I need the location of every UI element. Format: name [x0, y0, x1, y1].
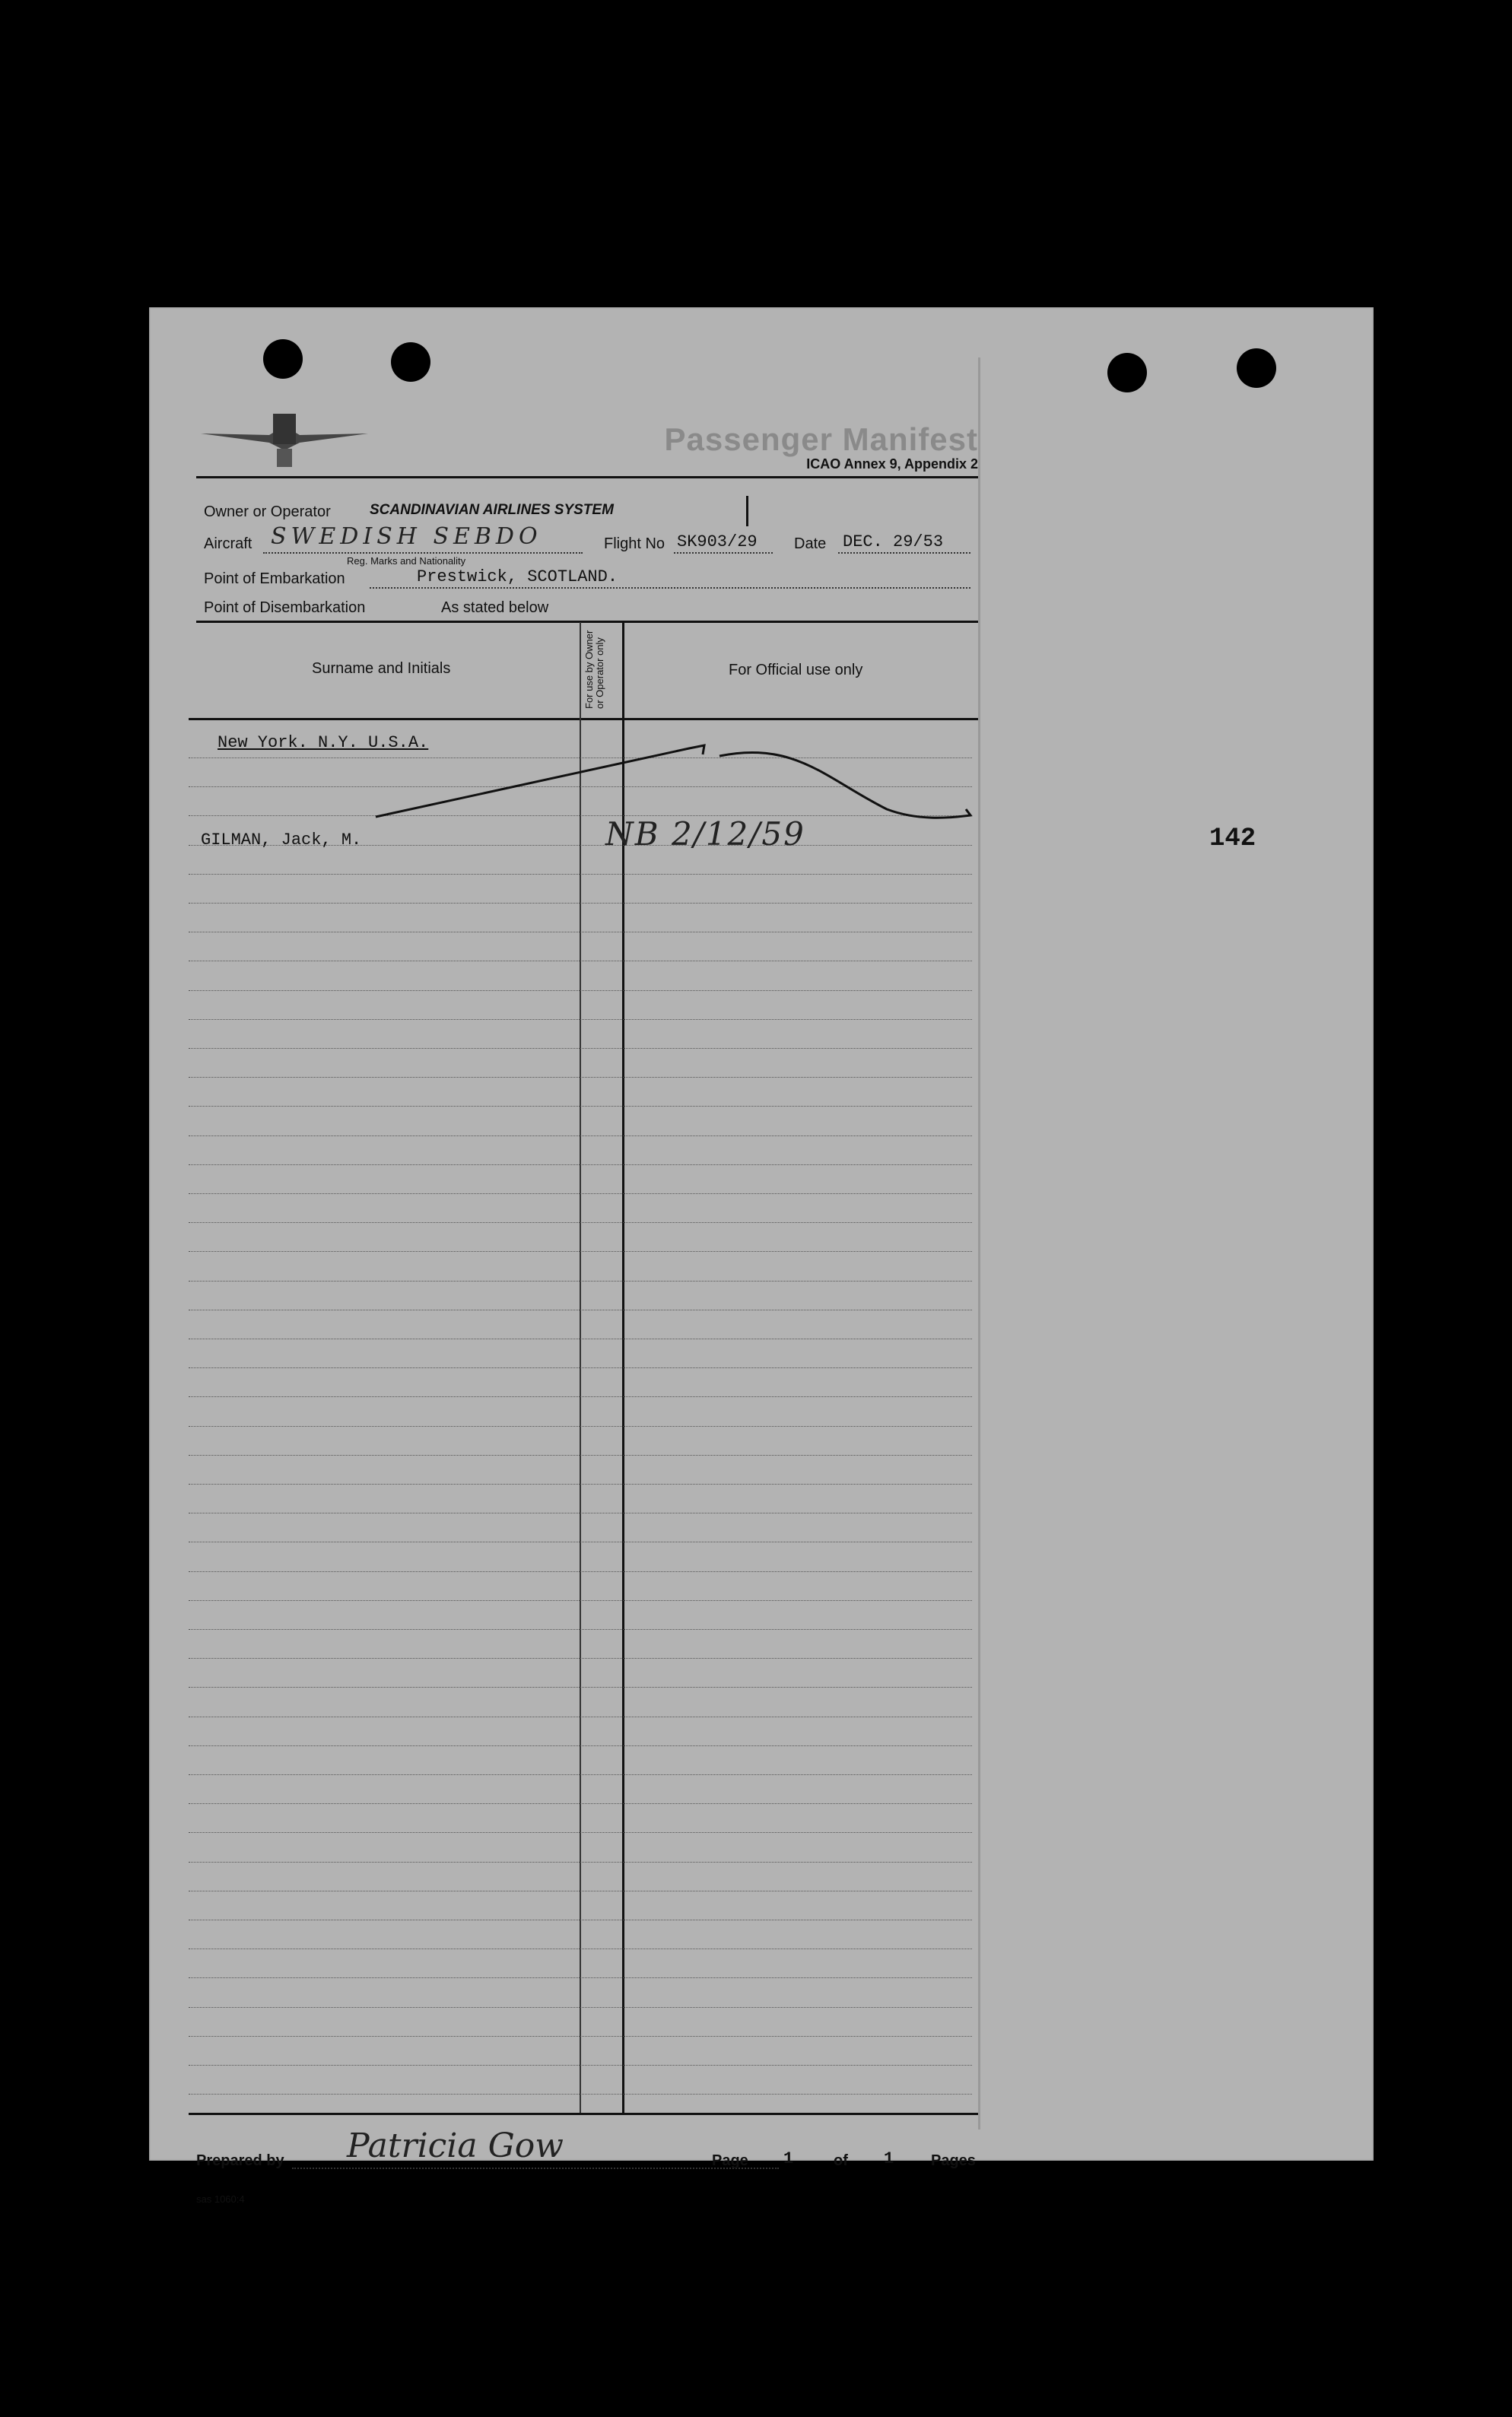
row-rule — [189, 1862, 972, 1863]
prepared-slot — [292, 2168, 779, 2169]
passenger-entry: GILMAN, Jack, M. — [201, 831, 362, 850]
aircraft-value: SWEDISH SEBDO — [271, 523, 542, 550]
owner-mark — [746, 496, 748, 526]
page-label: Page — [712, 2152, 748, 2169]
row-rule — [189, 874, 972, 875]
row-rule — [189, 2007, 972, 2008]
official-note: NB 2/12/59 — [605, 815, 805, 853]
row-rule — [189, 1077, 972, 1078]
aircraft-label: Aircraft — [204, 535, 253, 552]
owner-value: SCANDINAVIAN AIRLINES SYSTEM — [370, 502, 614, 518]
row-rule — [189, 1367, 972, 1368]
row-rule — [189, 1193, 972, 1194]
row-rule — [189, 1745, 972, 1746]
flight-label: Flight No — [604, 535, 665, 552]
disembark-value: As stated below — [441, 599, 549, 616]
stamp-number: 142 — [1209, 824, 1256, 853]
of-label: of — [834, 2152, 848, 2169]
owner-label: Owner or Operator — [204, 503, 331, 520]
handwritten-arrow — [370, 733, 978, 832]
row-rule — [189, 1106, 972, 1107]
row-rule — [189, 1426, 972, 1427]
row-rule — [189, 1164, 972, 1165]
row-rule — [189, 1396, 972, 1397]
form-right-edge — [978, 357, 980, 2130]
header-rule — [196, 476, 978, 478]
page-total: 1 — [884, 2149, 894, 2168]
row-rule — [189, 1774, 972, 1775]
destination-entry: New York. N.Y. U.S.A. — [218, 733, 429, 752]
row-rule — [189, 1832, 972, 1833]
row-rule — [189, 1687, 972, 1688]
punch-hole — [391, 342, 430, 382]
row-rule — [189, 1281, 972, 1282]
form-subtitle: ICAO Annex 9, Appendix 2 — [806, 456, 978, 472]
row-rule — [189, 1455, 972, 1456]
row-rule — [189, 1571, 972, 1572]
row-rule — [189, 1048, 972, 1049]
manifest-sheet — [149, 307, 1374, 2205]
date-slot — [838, 552, 970, 554]
header-bottom-rule — [189, 718, 978, 720]
embark-slot — [370, 587, 970, 589]
prepared-label: Prepared by — [196, 2152, 284, 2169]
reg-caption: Reg. Marks and Nationality — [347, 555, 466, 567]
flight-value: SK903/29 — [677, 532, 758, 551]
pages-label: Pages — [931, 2152, 976, 2169]
aircraft-slot — [263, 552, 583, 554]
embark-label: Point of Embarkation — [204, 570, 345, 587]
row-rule — [189, 1658, 972, 1659]
col-official-header: For Official use only — [729, 662, 863, 678]
row-rule — [189, 1484, 972, 1485]
row-rule — [189, 1977, 972, 1978]
col-owner-use-header: For use by Owner or Operator only — [583, 630, 605, 709]
row-rule — [189, 2065, 972, 2066]
row-rule — [189, 1600, 972, 1601]
airline-logo-icon — [193, 403, 376, 472]
punch-hole — [1237, 348, 1276, 388]
date-label: Date — [794, 535, 827, 552]
row-rule — [189, 1251, 972, 1252]
page-number: 1 — [783, 2149, 794, 2168]
disembark-label: Point of Disembarkation — [204, 599, 366, 616]
punch-hole — [1107, 353, 1147, 392]
col-surname-header: Surname and Initials — [312, 660, 451, 677]
row-rule — [189, 903, 972, 904]
row-rule — [189, 2094, 972, 2095]
row-rule — [189, 2036, 972, 2037]
row-rule — [189, 990, 972, 991]
row-rule — [189, 1803, 972, 1804]
punch-hole — [263, 339, 303, 379]
footer-rule — [189, 2113, 978, 2115]
prepared-signature: Patricia Gow — [347, 2126, 564, 2165]
row-rule — [189, 1629, 972, 1630]
row-rule — [189, 1019, 972, 1020]
date-value: DEC. 29/53 — [843, 532, 944, 551]
flight-slot — [674, 552, 773, 554]
form-code: sas 1060:4 — [196, 2193, 245, 2205]
row-rule — [189, 1222, 972, 1223]
embark-value: Prestwick, SCOTLAND. — [417, 567, 618, 586]
form-title: Passenger Manifest — [664, 421, 978, 457]
disembark-rule — [196, 621, 978, 623]
row-rule — [189, 1135, 972, 1136]
